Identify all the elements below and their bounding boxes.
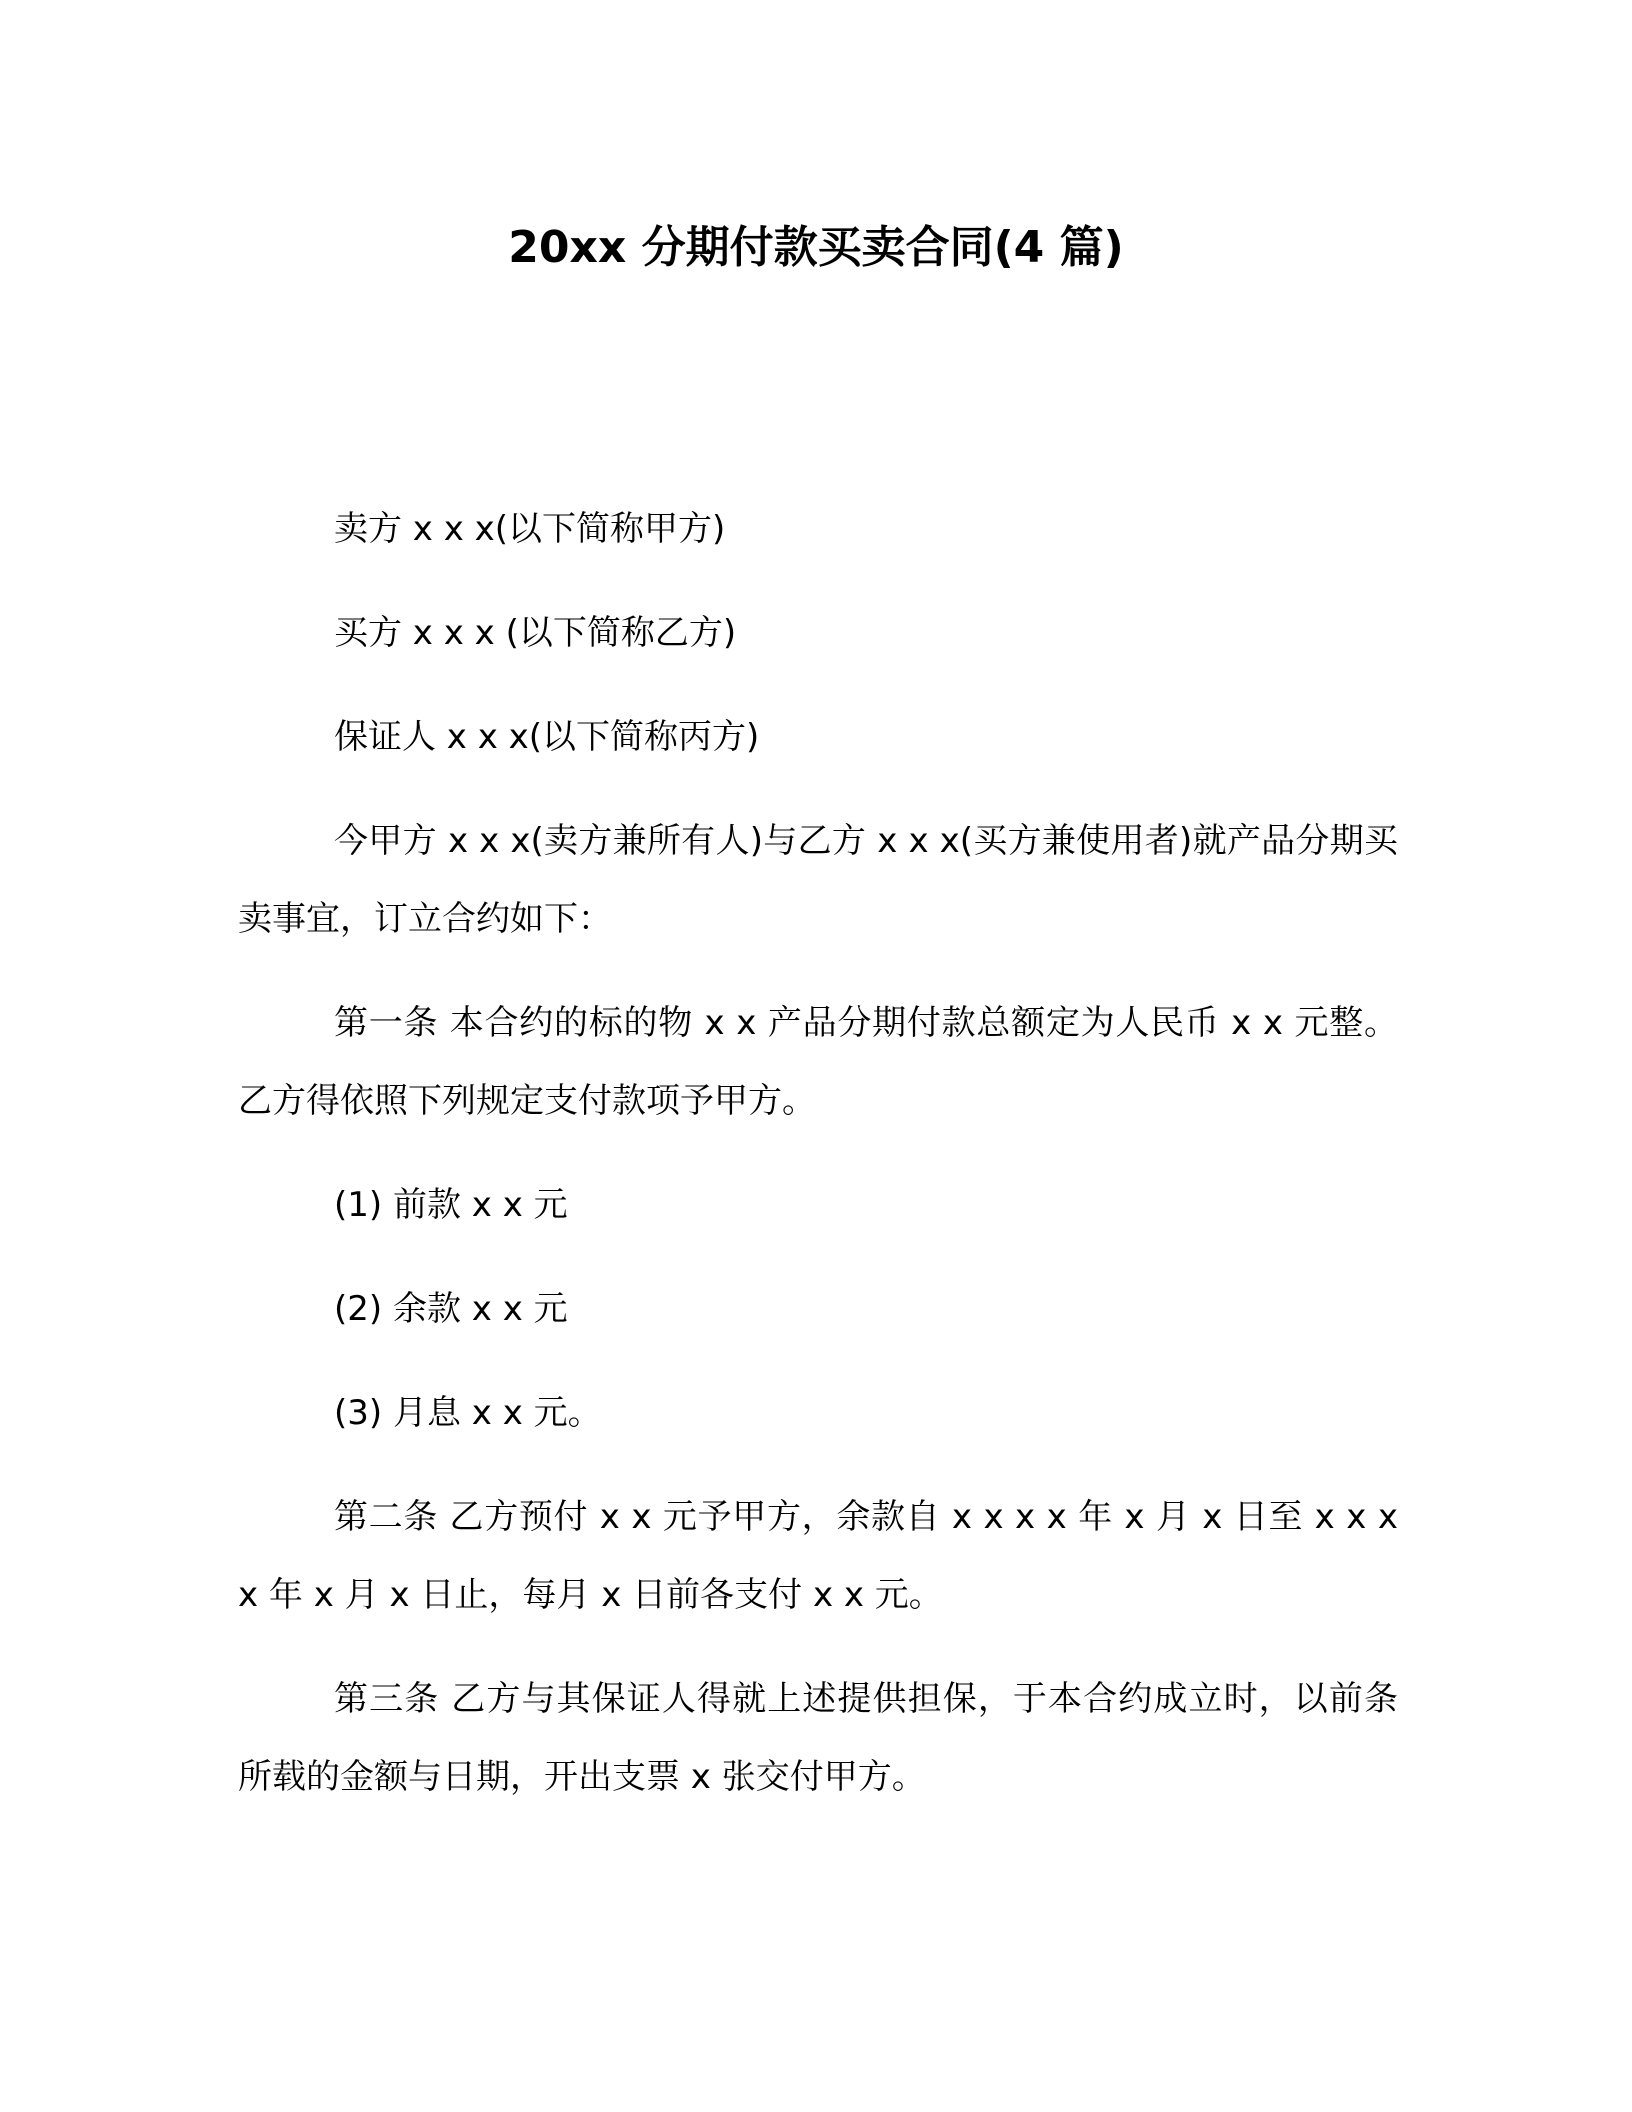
buyer-line: 买方 x x x (以下简称乙方) xyxy=(334,613,737,653)
payment-item-3: (3) 月息 x x 元。 xyxy=(334,1393,602,1433)
article-1-paragraph: 第一条 本合约的标的物 x x 产品分期付款总额定为人民币 x x 元整。乙方得依照下列规定支付款项予甲方。 xyxy=(238,1003,1398,1121)
payment-item-1: (1) 前款 x x 元 xyxy=(334,1185,568,1225)
payment-item-2: (2) 余款 x x 元 xyxy=(334,1289,568,1329)
document-title: 20xx 分期付款买卖合同(4 篇) xyxy=(508,222,1124,273)
guarantor-line: 保证人 x x x(以下简称丙方) xyxy=(334,717,760,757)
article-2-paragraph: 第二条 乙方预付 x x 元予甲方，余款自 x x x x 年 x 月 x 日至 x x x x 年 x 月 x 日止，每月 x 日前各支付 x x 元。 xyxy=(238,1497,1398,1615)
seller-line: 卖方 x x x(以下简称甲方) xyxy=(334,509,726,549)
document-body xyxy=(238,490,1398,1842)
article-3-paragraph: 第三条 乙方与其保证人得就上述提供担保，于本合约成立时，以前条所载的金额与日期，开出支票 x 张交付甲方。 xyxy=(238,1679,1398,1797)
preamble-paragraph: 今甲方 x x x(卖方兼所有人)与乙方 x x x(买方兼使用者)就产品分期买卖事宜，订立合约如下： xyxy=(238,821,1398,939)
